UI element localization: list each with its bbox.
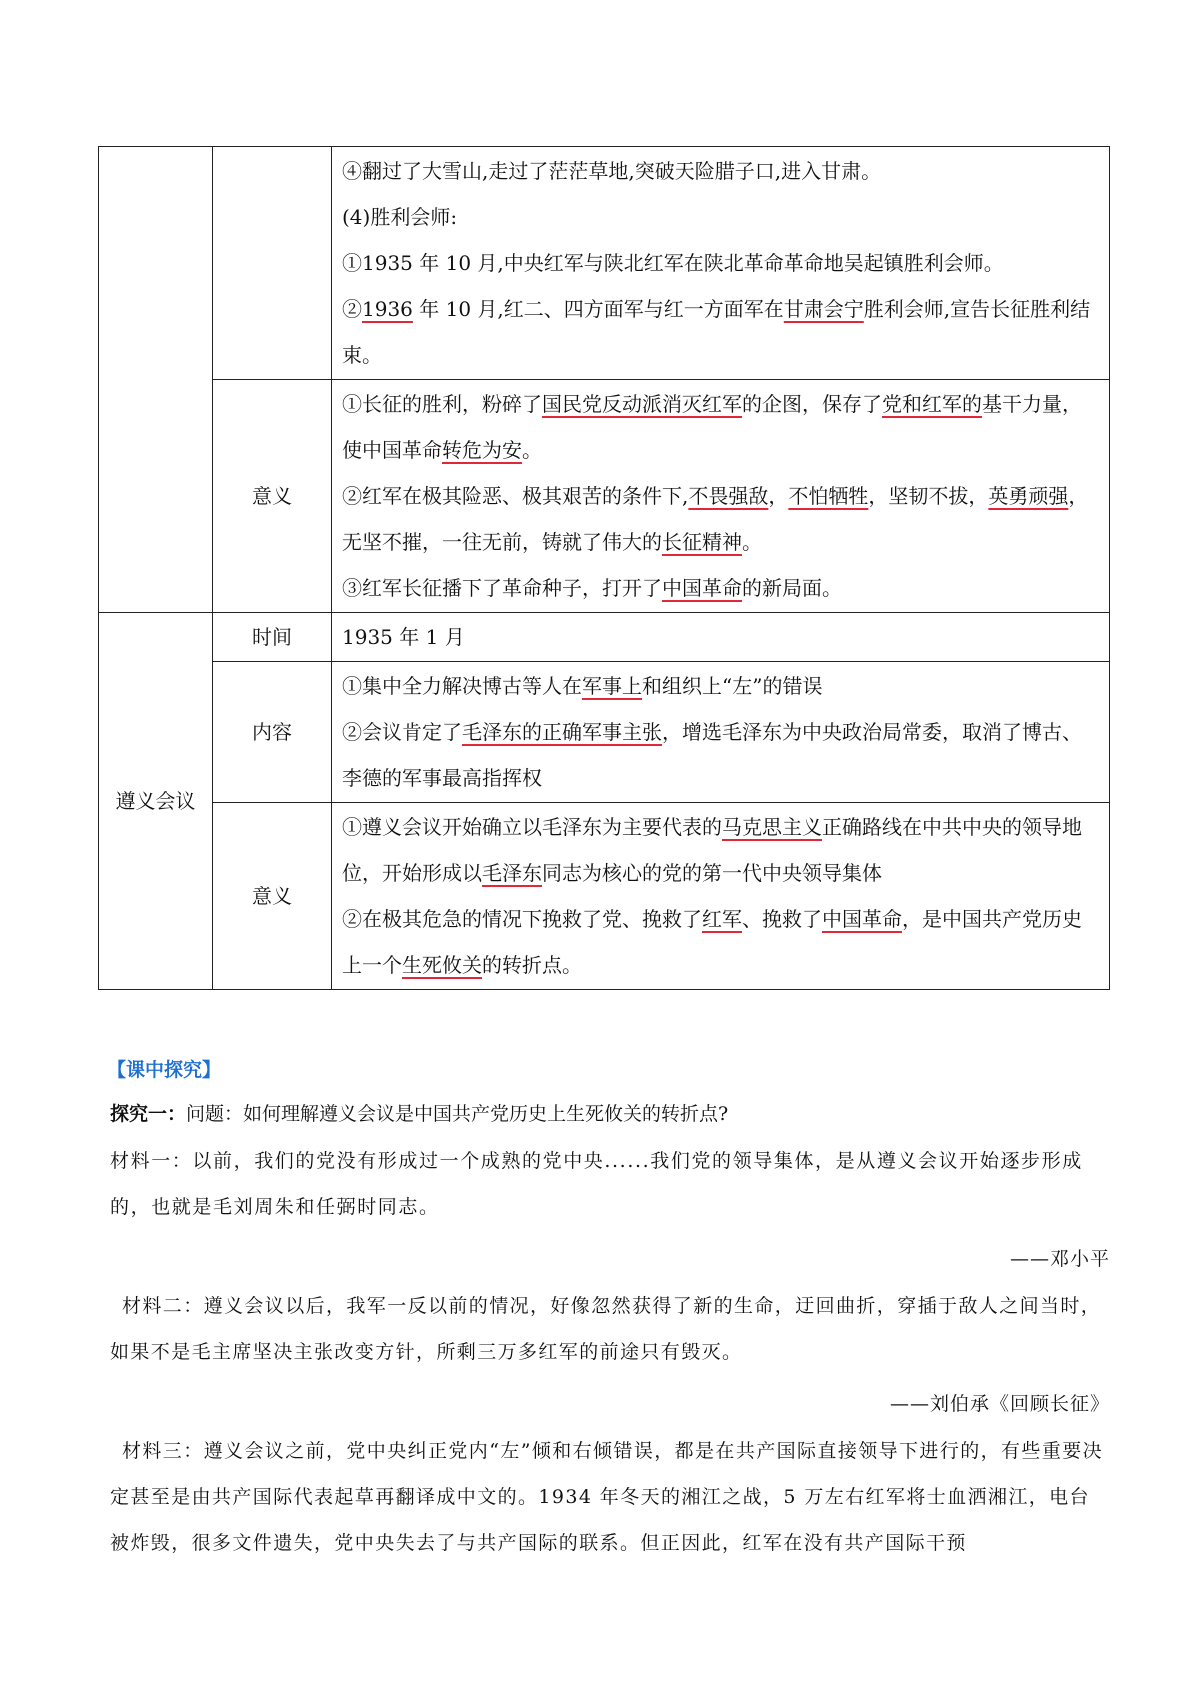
text-span: 的转折点。 (482, 953, 582, 977)
key-term: 党和红军的 (882, 392, 982, 416)
text-line (342, 709, 1099, 801)
material-two: 材料二：遵义会议以后，我军一反以前的情况，好像忽然获得了新的生命，迂回曲折，穿插于敌人之间当时，如果不是毛主席坚决主张改变方针，所剩三万多红军的前途只有毁灭。 (110, 1295, 1102, 1363)
zunyi-meaning-cell (332, 803, 1110, 990)
text-line: (4)胜利会师: (342, 205, 458, 229)
text-line: ①1935 年 10 月,中央红军与陕北红军在陕北革命革命地吴起镇胜利会师。 (342, 251, 1004, 275)
text-line (342, 565, 1099, 611)
question-text: 问题：如何理解遵义会议是中国共产党历史上生死攸关的转折点? (186, 1103, 729, 1125)
text-span: 的企图，保存了 (742, 392, 882, 416)
key-term: 甘肃会宁 (783, 297, 864, 321)
key-term: 不怕牺牲 (788, 484, 869, 508)
text-span: 。 (522, 438, 542, 462)
text-span: ，增选毛泽东为中央政治局常委，取消了博古、李德的军事最高指挥权 (342, 720, 1082, 790)
time-value: 1935 年 1 月 (332, 613, 1110, 662)
text-span: 正确路线在中共中央的领导地位，开始形成以 (342, 815, 1082, 885)
material-three: 材料三：遵义会议之前，党中央纠正党内“左”倾和右倾错误，都是在共产国际直接领导下进行的，有些重要决定甚至是由共产国际代表起草再翻译成中文的。1934 年冬天的湘江之战，5 万左右红军将士血洒湘江，电台被炸毁，很多文件遗失，党中央失去了与共产国际的联系。但正因此，红军在没有共产国际干预 (110, 1440, 1104, 1554)
text-span: ②红军在极其险恶、极其艰苦的条件下, (342, 484, 689, 508)
march-route-cell (332, 147, 1110, 380)
text-span: ①集中全力解决博古等人在 (342, 674, 582, 698)
text-span: 和组织上“左”的错误 (642, 674, 823, 698)
table-row (99, 147, 1110, 380)
question-label: 探究一： (110, 1103, 187, 1125)
table-row (99, 613, 1110, 662)
text-span: ， (768, 484, 789, 508)
key-term: 中国革命 (662, 576, 742, 600)
row-label: 意义 (213, 803, 332, 990)
text-span: ，无坚不摧，一往无前，铸就了伟大的 (342, 484, 1089, 554)
text-span: ①遵义会议开始确立以毛泽东为主要代表的 (342, 815, 722, 839)
row-label: 内容 (213, 662, 332, 803)
empty-cell (213, 147, 332, 380)
key-term: 红军 (702, 907, 742, 931)
text-line (342, 804, 1099, 896)
key-term: 生死攸关 (402, 953, 482, 977)
key-term: 英勇顽强 (988, 484, 1069, 508)
table-row (99, 380, 1110, 613)
material-one: 材料一：以前，我们的党没有形成过一个成熟的党中央......我们党的领导集体，是从遵义会议开始逐步形成的，也就是毛刘周朱和任弼时同志。 (110, 1150, 1083, 1218)
text-line (342, 473, 1099, 565)
text-line (342, 381, 1099, 473)
history-outline-table (98, 146, 1110, 990)
text-line (342, 286, 1099, 378)
key-term: 毛泽东 (482, 861, 542, 885)
text-span: 胜利会师,宣告长征胜利结束。 (342, 297, 1091, 367)
table-row (99, 803, 1110, 990)
text-span: 、挽救了 (742, 907, 822, 931)
inquiry-question (110, 1091, 1110, 1137)
key-term: 马克思主义 (722, 815, 822, 839)
material-two-source: ——刘伯承《回顾长征》 (889, 1393, 1110, 1415)
row-group-label: 遵义会议 (99, 613, 213, 990)
section-title: 【课中探究】 (107, 1059, 222, 1081)
text-span: ③红军长征播下了革命种子，打开了 (342, 576, 662, 600)
text-span: ② (342, 297, 362, 321)
key-term: 转危为安 (442, 438, 522, 462)
material-one-source: ——邓小平 (1009, 1248, 1110, 1270)
text-line (342, 663, 1099, 709)
key-term: 军事上 (582, 674, 642, 698)
text-line: ④翻过了大雪山,走过了茫茫草地,突破天险腊子口,进入甘肃。 (342, 159, 882, 183)
text-span: 。 (742, 530, 762, 554)
text-span: ，坚韧不拔， (868, 484, 989, 508)
text-span: ①长征的胜利，粉碎了 (342, 392, 542, 416)
key-term: 不畏强敌 (688, 484, 769, 508)
row-label: 时间 (213, 613, 332, 662)
text-line (342, 896, 1099, 988)
text-span: 同志为核心的党的第一代中央领导集体 (542, 861, 882, 885)
text-span: 基干力量，使中国革命 (342, 392, 1082, 462)
text-span: ②会议肯定了 (342, 720, 462, 744)
key-term: 国民党反动派消灭红军 (542, 392, 742, 416)
long-march-meaning-cell (332, 380, 1110, 613)
key-term: 1936 (362, 297, 413, 321)
row-label: 意义 (213, 380, 332, 613)
key-term: 长征精神 (662, 530, 742, 554)
text-span: 年 10 月,红二、四方面军与红一方面军在 (412, 297, 784, 321)
text-span: ②在极其危急的情况下挽救了党、挽救了 (342, 907, 702, 931)
key-term: 毛泽东的正确军事主张 (462, 720, 662, 744)
table-row (99, 662, 1110, 803)
zunyi-content-cell (332, 662, 1110, 803)
text-span: 的新局面。 (742, 576, 842, 600)
key-term: 中国革命 (822, 907, 902, 931)
text-span: ，是中国共产党历史上一个 (342, 907, 1082, 977)
empty-cell (99, 147, 213, 613)
